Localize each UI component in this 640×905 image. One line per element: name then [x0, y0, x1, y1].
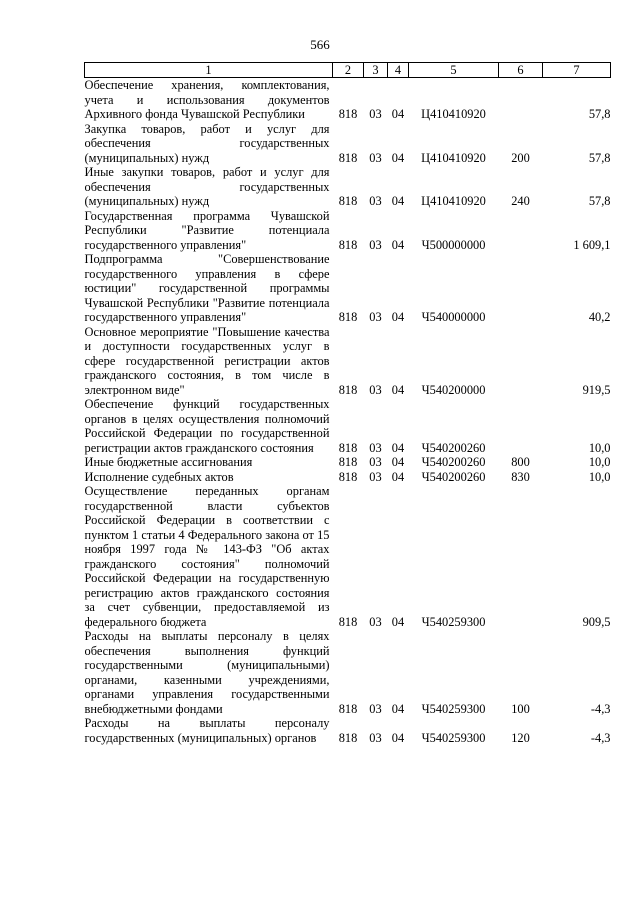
row-subsection-code: 04	[391, 701, 405, 716]
row-ministry-code: 818	[338, 150, 358, 165]
column-header-3: 3	[364, 63, 388, 78]
table-row	[85, 209, 611, 253]
row-subsection-code: 04	[391, 382, 405, 397]
row-expense-type-code	[499, 252, 543, 325]
row-subsection-code: 04	[391, 150, 405, 165]
row-expense-type-code: 830	[511, 469, 530, 484]
row-ministry-code: 818	[338, 440, 358, 455]
row-amount: -4,3	[590, 701, 611, 716]
column-header-4: 4	[388, 63, 409, 78]
row-target-code: Ч540000000	[421, 310, 486, 324]
table-header	[85, 63, 611, 78]
row-ministry-code: 818	[338, 701, 358, 716]
row-subsection-code: 04	[391, 730, 405, 745]
row-expense-type-code	[499, 209, 543, 253]
row-amount: 10,0	[588, 469, 611, 484]
row-section-code: 03	[369, 382, 382, 397]
row-target-code: Ч540200000	[421, 382, 486, 397]
row-amount: 1 609,1	[573, 237, 611, 252]
row-subsection-code: 04	[391, 310, 405, 324]
row-subsection-code: 04	[391, 237, 405, 252]
row-name: Обеспечение функций государственных органов в целях осуществления полномочий Российской Федерации по государственной регистрации актов гражданского состояния	[84, 397, 330, 455]
row-expense-type-code	[499, 325, 543, 398]
row-ministry-code: 818	[338, 382, 358, 397]
row-ministry-code: 818	[338, 194, 358, 208]
row-expense-type-code: 240	[511, 194, 530, 208]
row-target-code: Ч540200260	[421, 440, 486, 455]
row-name: Расходы на выплаты персоналу государственных (муниципальных) органов	[84, 716, 330, 745]
row-ministry-code: 818	[338, 455, 358, 469]
row-name: Расходы на выплаты персоналу в целях обеспечения выполнения функций государственными (муниципальными) органами, казенными учреждениями, органами управления государственными внебюджетными фондами	[84, 629, 330, 716]
table-row	[85, 252, 611, 325]
row-subsection-code: 04	[391, 194, 405, 208]
row-name: Государственная программа Чувашской Республики "Развитие потенциала государственного управления"	[84, 208, 330, 252]
row-amount: 10,0	[588, 440, 611, 455]
row-expense-type-code: 800	[511, 455, 530, 469]
column-header-7: 7	[543, 63, 611, 78]
column-header-6: 6	[499, 63, 543, 78]
row-section-code: 03	[369, 107, 382, 121]
row-name: Обеспечение хранения, комплектования, учета и использования документов Архивного фонда Чувашской Республики	[84, 78, 330, 121]
row-expense-type-code	[499, 78, 543, 122]
row-target-code: Ц410410920	[421, 194, 486, 208]
row-section-code: 03	[369, 469, 382, 484]
row-ministry-code: 818	[338, 614, 358, 629]
row-subsection-code: 04	[391, 469, 405, 484]
row-target-code: Ч500000000	[421, 237, 486, 252]
row-name: Подпрограмма "Совершенствование государственного управления в сфере юстиции" государственной программы Чувашской Республики "Развитие потенциала государственного управления"	[84, 252, 330, 324]
row-amount: 57,8	[588, 150, 611, 165]
row-expense-type-code	[499, 484, 543, 629]
row-ministry-code: 818	[338, 107, 358, 121]
row-name: Иные закупки товаров, работ и услуг для обеспечения государственных (муниципальных) нужд	[84, 165, 330, 208]
row-name: Закупка товаров, работ и услуг для обеспечения государственных (муниципальных) нужд	[84, 121, 330, 165]
page-number: 566	[310, 37, 330, 52]
row-section-code: 03	[369, 701, 382, 716]
row-expense-type-code: 120	[511, 730, 530, 745]
row-section-code: 03	[369, 614, 382, 629]
table-row	[85, 122, 611, 166]
row-target-code: Ч540259300	[421, 614, 486, 629]
row-section-code: 03	[369, 440, 382, 455]
table-body	[85, 78, 611, 746]
row-subsection-code: 04	[391, 455, 405, 469]
row-name: Осуществление переданных органам государственной власти субъектов Российской Федерации в соответствии с пунктом 1 статьи 4 Федерального закона от 15 ноября 1997 года № 143-ФЗ "Об актах гражданского состояния" полномочий Российской Федерации на государственную регистрацию актов гражданского состояния за счет субвенции, предоставляемой из федерального бюджета	[84, 484, 330, 629]
row-target-code: Ц410410920	[421, 107, 486, 121]
row-amount: 57,8	[588, 194, 611, 208]
row-amount: 57,8	[588, 107, 611, 121]
table-row	[85, 484, 611, 629]
row-section-code: 03	[369, 194, 382, 208]
row-ministry-code: 818	[338, 469, 358, 484]
row-expense-type-code: 100	[511, 701, 530, 716]
table-row	[85, 716, 611, 745]
table-row	[85, 78, 611, 122]
column-header-1: 1	[85, 63, 333, 78]
table-row	[85, 325, 611, 398]
budget-table	[84, 62, 611, 745]
row-target-code: Ч540259300	[421, 701, 486, 716]
table-row	[85, 629, 611, 716]
row-target-code: Ч540259300	[421, 730, 486, 745]
row-section-code: 03	[369, 150, 382, 165]
row-section-code: 03	[369, 237, 382, 252]
row-section-code: 03	[369, 455, 382, 469]
row-amount: 909,5	[582, 614, 611, 629]
row-amount: 40,2	[588, 310, 611, 324]
table-row	[85, 455, 611, 470]
row-target-code: Ч540200260	[421, 455, 486, 469]
row-target-code: Ч540200260	[421, 469, 486, 484]
row-name: Исполнение судебных актов	[84, 469, 234, 484]
table-row	[85, 165, 611, 209]
table-row	[85, 397, 611, 455]
row-name: Основное мероприятие "Повышение качества и доступности государственных услуг в сфере государственной регистрации актов гражданского состояния, в том числе в электронном виде"	[84, 324, 330, 397]
table-row	[85, 470, 611, 485]
row-amount: -4,3	[590, 730, 611, 745]
row-section-code: 03	[369, 310, 382, 324]
row-subsection-code: 04	[391, 440, 405, 455]
row-ministry-code: 818	[338, 310, 358, 324]
row-amount: 919,5	[582, 382, 611, 397]
row-section-code: 03	[369, 730, 382, 745]
column-header-2: 2	[333, 63, 364, 78]
row-ministry-code: 818	[338, 237, 358, 252]
row-expense-type-code: 200	[511, 150, 530, 165]
row-subsection-code: 04	[391, 614, 405, 629]
row-target-code: Ц410410920	[421, 150, 486, 165]
column-header-5: 5	[409, 63, 499, 78]
row-ministry-code: 818	[338, 730, 358, 745]
row-amount: 10,0	[588, 455, 611, 469]
row-subsection-code: 04	[391, 107, 405, 121]
row-name: Иные бюджетные ассигнования	[84, 455, 253, 469]
row-expense-type-code	[499, 397, 543, 455]
